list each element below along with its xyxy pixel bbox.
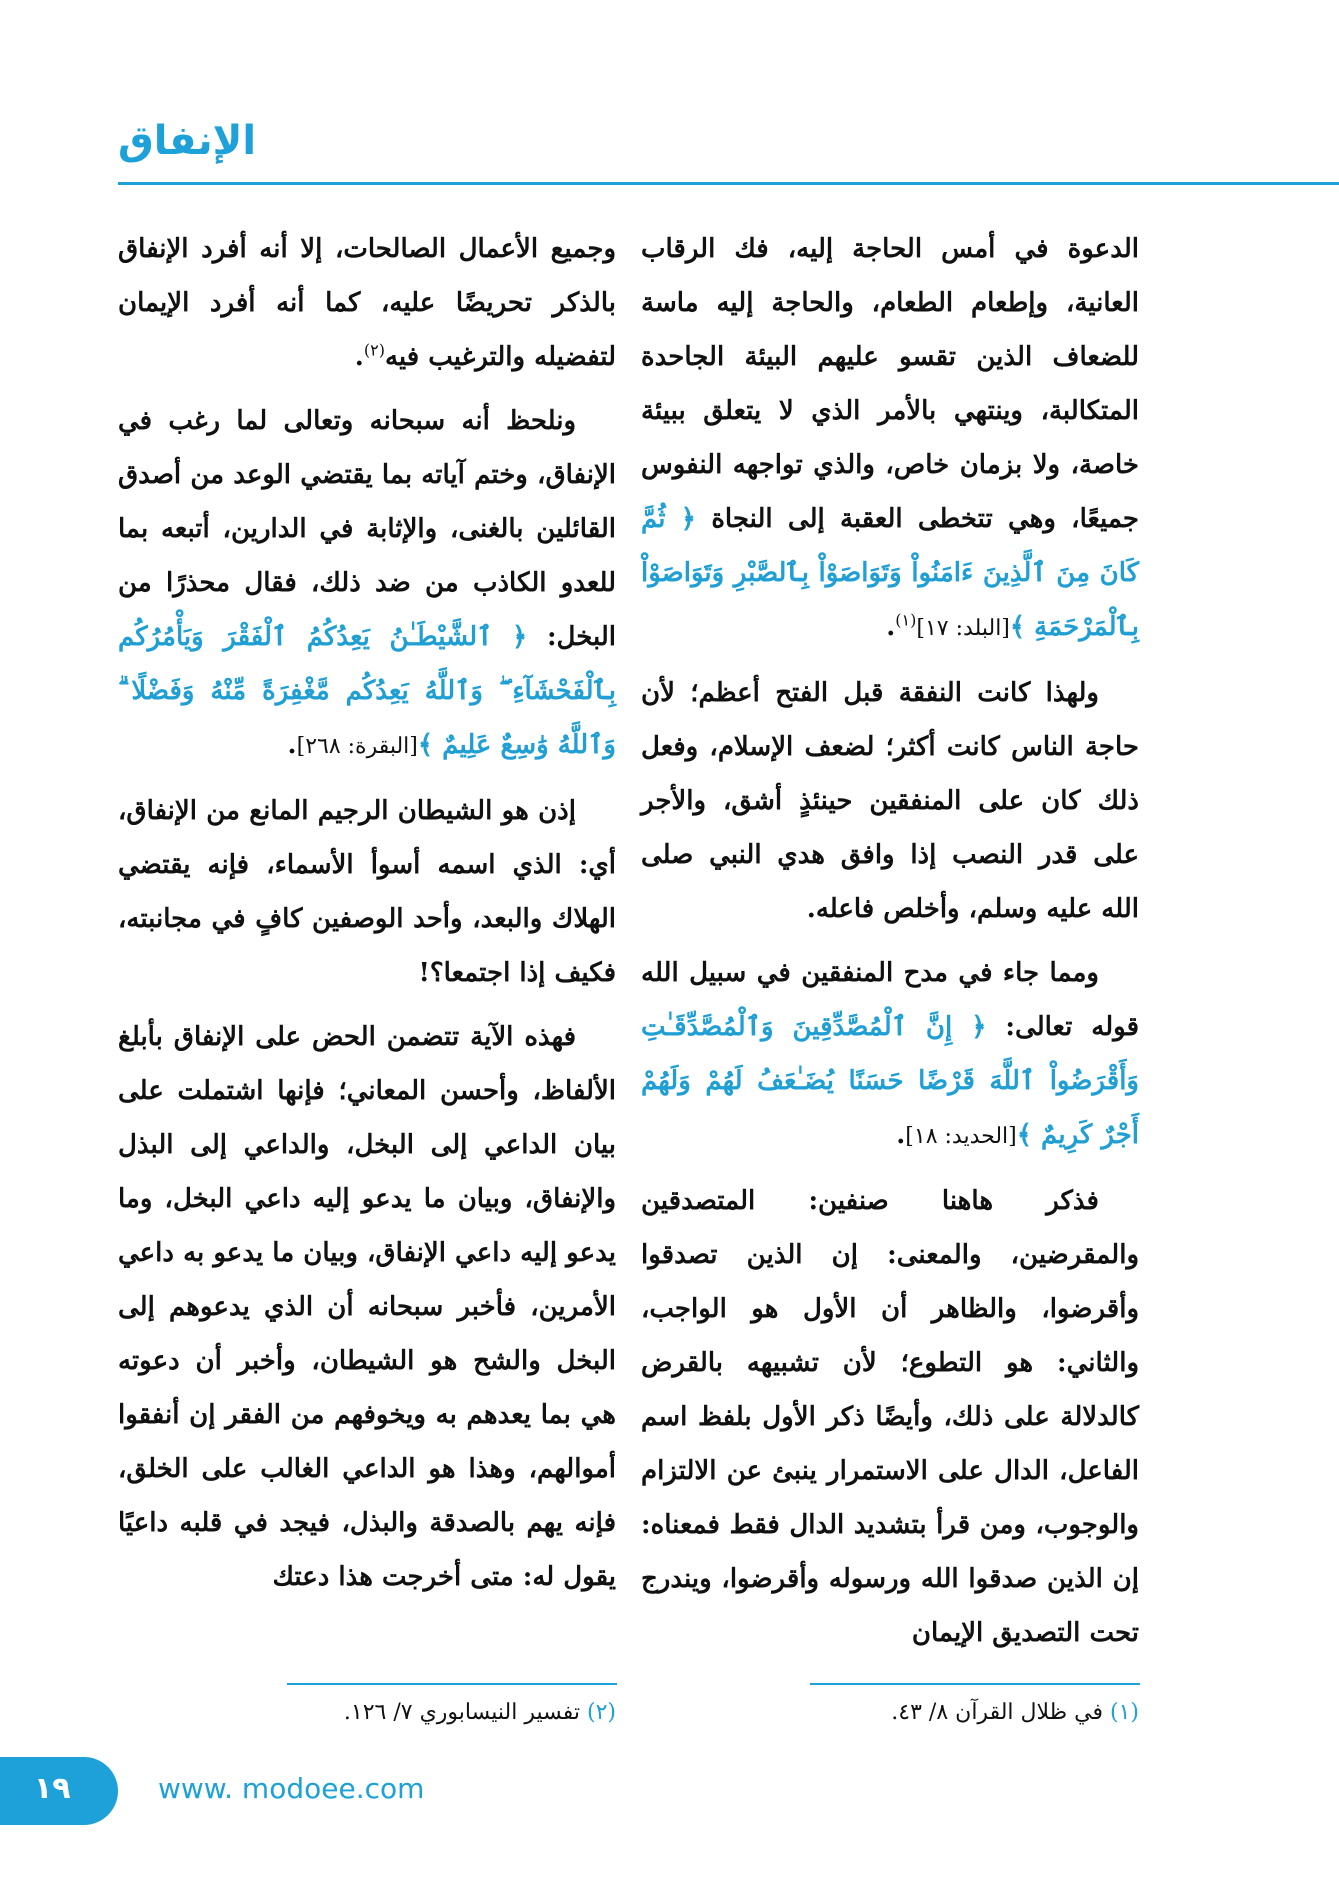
website-url[interactable]: www. modoee.com — [158, 1772, 425, 1805]
paragraph: ولهذا كانت النفقة قبل الفتح أعظم؛ لأن حاجة الناس كانت أكثر؛ لضعف الإسلام، وفعل ذلك كان على المنفقين حينئذٍ أشق، والأجر على قدر النصب إذا وافق هدي النبي صلى الله عليه وسلم، وأخلص فاعله. — [641, 678, 1139, 924]
header-divider — [118, 182, 1339, 185]
verse-reference: [البقرة: ٢٦٨] — [296, 734, 418, 759]
quran-verse: ﴿ ٱلشَّيْطَـٰنُ يَعِدُكُمُ ٱلْفَقْرَ وَيَأْمُرُكُم بِٱلْفَحْشَآءِ ۖ وَٱللَّهُ يَعِدُكُم مَّغْفِرَةً مِّنْهُ وَفَضْلًا ۗ وَٱللَّهُ وَٰسِعٌ عَلِيمٌ ﴾ — [118, 622, 616, 760]
footnote-number: (١) — [1109, 1700, 1139, 1725]
footnote-text: تفسير النيسابوري ٧/ ١٢٦. — [343, 1700, 580, 1725]
paragraph: فذكر هاهنا صنفين: المتصدقين والمقرضين، والمعنى: إن الذين تصدقوا وأقرضوا، والظاهر أن الأول هو الواجب، والثاني: هو التطوع؛ لأن تشبيهه بالقرض كالدلالة على ذلك، وأيضًا ذكر الأول بلفظ اسم الفاعل، الدال على الاستمرار ينبئ عن الالتزام والوجوب، ومن قرأ بتشديد الدال فقط فمعناه: إن الذين صدقوا الله ورسوله وأقرضوا، ويندرج تحت التصديق الإيمان — [641, 1186, 1139, 1648]
punctuation: . — [886, 612, 896, 642]
verse-reference: [الحديد: ١٨] — [905, 1124, 1017, 1149]
footnote-divider — [810, 1683, 1140, 1685]
paragraph-text: وجميع الأعمال الصالحات، إلا أنه أفرد الإنفاق بالذكر تحريضًا عليه، كما أنه أفرد الإيمان لتفضيله والترغيب فيه — [118, 234, 616, 372]
paragraph: فهذه الآية تتضمن الحض على الإنفاق بأبلغ الألفاظ، وأحسن المعاني؛ فإنها اشتملت على بيان الداعي إلى البخل، والداعي إلى البذل والإنفاق، وبيان ما يدعو إليه داعي البخل، وما يدعو إليه داعي الإنفاق، وبيان ما يدعو به داعي الأمرين، فأخبر سبحانه أن الذي يدعوهم إلى البخل والشح هو الشيطان، وأخبر أن دعوته هي بما يعدهم به ويخوفهم من الفقر إن أنفقوا أموالهم، وهذا هو الداعي الغالب على الخلق، فإنه يهم بالصدقة والبذل، فيجد في قلبه داعيًا يقول له: متى أخرجت هذا دعتك — [118, 1022, 616, 1592]
page-header-title: الإنفاق — [118, 118, 257, 164]
footnote — [118, 1700, 616, 1725]
punctuation: . — [287, 730, 297, 760]
quran-verse: ﴿ إِنَّ ٱلْمُصَّدِّقِينَ وَٱلْمُصَّدِّقَـٰتِ وَأَقْرَضُواْ ٱللَّهَ قَرْضًا حَسَنًا يُضَـٰعَفُ لَهُمْ وَلَهُمْ أَجْرٌ كَرِيمٌ ﴾ — [641, 1012, 1139, 1150]
paragraph-text: الدعوة في أمس الحاجة إليه، فك الرقاب العانية، وإطعام الطعام، والحاجة إليه ماسة للضعاف الذين تقسو عليهم البيئة الجاحدة المتكالبة، وينتهي بالأمر الذي لا يتعلق ببيئة خاصة، ولا بزمان خاص، والذي تواجهه النفوس جميعًا، وهي تتخطى العقبة إلى النجاة — [641, 234, 1139, 534]
paragraph-text: ومما جاء في مدح المنفقين في سبيل الله قوله تعالى: — [641, 958, 1140, 1042]
footnote-marker[interactable]: (١) — [895, 610, 917, 630]
paragraph — [641, 222, 1139, 656]
paragraph-text: ونلحظ أنه سبحانه وتعالى لما رغب في الإنفاق، وختم آياته بما يقتضي الوعد من أصدق القائلين بالغنى، والإثابة في الدارين، أتبعه بما للعدو الكاذب من ضد ذلك، فقال محذرًا من البخل: — [118, 406, 616, 652]
right-column — [641, 222, 1139, 1670]
paragraph — [118, 394, 616, 774]
paragraph — [641, 946, 1139, 1164]
footnote — [641, 1700, 1139, 1725]
footnote-divider — [287, 1683, 617, 1685]
quran-verse: ﴿ ثُمَّ كَانَ مِنَ ٱلَّذِينَ ءَامَنُواْ وَتَوَاصَوْاْ بِٱلصَّبْرِ وَتَوَاصَوْاْ بِٱلْمَرْحَمَةِ ﴾ — [641, 504, 1139, 642]
footnote-marker[interactable]: (٢) — [363, 340, 385, 360]
verse-reference: [البلد: ١٧] — [916, 616, 1010, 641]
paragraph: إذن هو الشيطان الرجيم المانع من الإنفاق، أي: الذي اسمه أسوأ الأسماء، فإنه يقتضي الهلاك والبعد، وأحد الوصفين كافٍ في مجانبته، فكيف إذا اجتمعا؟! — [118, 796, 616, 988]
footnote-text: في ظلال القرآن ٨/ ٤٣. — [891, 1700, 1103, 1725]
footnote-number: (٢) — [586, 1700, 616, 1725]
left-column — [118, 222, 616, 1614]
punctuation: . — [354, 342, 364, 372]
page-number: ١٩ — [34, 1771, 71, 1806]
punctuation: . — [896, 1120, 906, 1150]
paragraph — [118, 222, 616, 384]
